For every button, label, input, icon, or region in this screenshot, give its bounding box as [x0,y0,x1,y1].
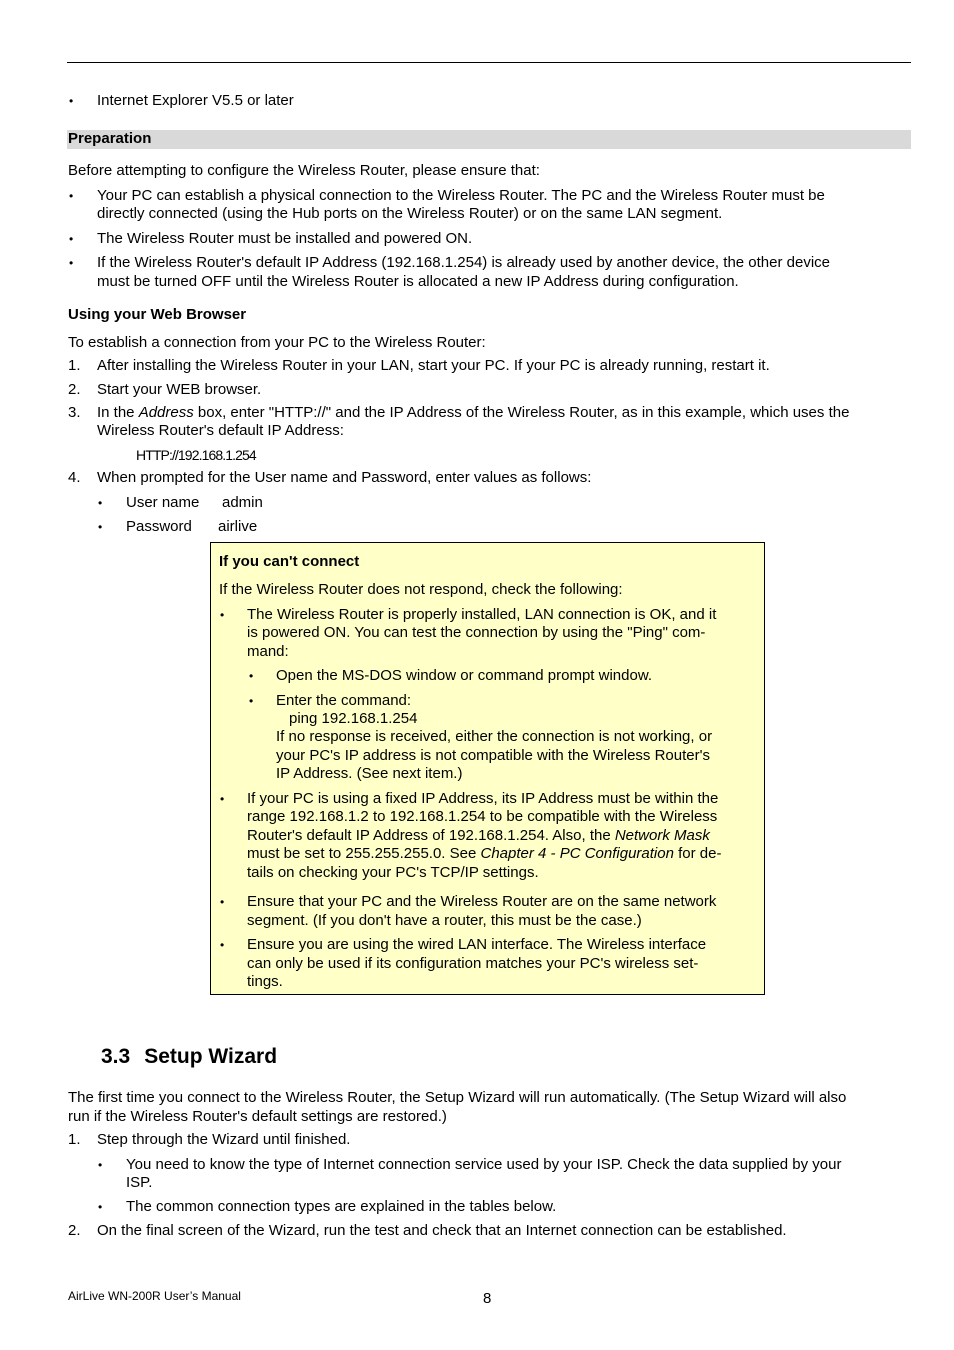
web-browser-heading: Using your Web Browser [68,306,247,323]
note-sub-2-line-3: If no response is received, either the connection is not working, or [276,728,713,745]
prep-bullet-3-line-1: If the Wireless Router's default IP Address (192.168.1.254) is already used by another device, the other device [97,254,831,271]
bullet: • [249,694,254,708]
preparation-intro: Before attempting to configure the Wireless Router, please ensure that: [68,162,540,179]
section-title-text: Setup Wizard [144,1045,278,1068]
step-number: 3. [68,404,81,421]
step-4-text: When prompted for the User name and Password, enter values as follows: [97,469,592,486]
note-sub-2-line-4: your PC's IP address is not compatible with the Wireless Router's [276,747,710,764]
prep-bullet-2: The Wireless Router must be installed and powered ON. [97,230,473,247]
wizard-intro-line-1: The first time you connect to the Wireless Router, the Setup Wizard will run automatically. (The Setup Wizard will also [68,1089,847,1106]
web-browser-intro: To establish a connection from your PC to the Wireless Router: [68,334,486,351]
note-b3-line-1: Ensure that your PC and the Wireless Router are on the same network [247,893,717,910]
header-rule [67,62,911,63]
step-number: 1. [68,1131,81,1148]
wizard-bullet-1-line-1: You need to know the type of Internet connection service used by your ISP. Check the data supplied by your [126,1156,842,1173]
bullet: • [98,1158,103,1172]
step-number: 4. [68,469,81,486]
step-2-text: Start your WEB browser. [97,381,262,398]
wizard-bullet-2: The common connection types are explained in the tables below. [126,1198,557,1215]
note-b4-line-1: Ensure you are using the wired LAN interface. The Wireless interface [247,936,707,953]
credential-label: Password [126,518,192,535]
preparation-heading: Preparation [68,130,152,147]
note-b2-line-5: tails on checking your PC's TCP/IP settings. [247,864,539,881]
footer-manual-title: AirLive WN-200R User’s Manual [68,1289,241,1303]
note-b1-line-2: is powered ON. You can test the connection by using the "Ping" com- [247,624,706,641]
page-number: 8 [483,1290,492,1307]
note-b2-line-3: Router's default IP Address of 192.168.1.254. Also, the Network Mask [247,827,710,844]
note-b4-line-2: can only be used if its configuration matches your PC's wireless set- [247,955,699,972]
prep-bullet-1-line-2: directly connected (using the Hub ports on the Wireless Router) or on the same LAN segment. [97,205,723,222]
credential-value: airlive [218,518,258,535]
bullet: • [69,94,74,108]
browser-requirement: Internet Explorer V5.5 or later [97,92,294,109]
note-sub-2-line-1: Enter the command: [276,692,412,709]
bullet: • [98,1200,103,1214]
address-term: Address [138,404,194,421]
note-b4-line-3: tings. [247,973,283,990]
note-b1-line-3: mand: [247,643,289,660]
bullet: • [69,232,74,246]
troubleshooting-note [210,542,765,995]
bullet: • [220,792,225,806]
chapter-reference: Chapter 4 - PC Configuration [480,845,674,862]
note-b2-line-1: If your PC is using a fixed IP Address, its IP Address must be within the [247,790,719,807]
note-b1-line-1: The Wireless Router is properly installed, LAN connection is OK, and it [247,606,717,623]
wizard-step-1: Step through the Wizard until finished. [97,1131,351,1148]
wizard-step-2: On the final screen of the Wizard, run the test and check that an Internet connection can be established. [97,1222,787,1239]
section-heading-bar [67,130,911,149]
credential-value: admin [222,494,263,511]
bullet: • [69,189,74,203]
wizard-intro-line-2: run if the Wireless Router's default settings are restored.) [68,1108,447,1125]
bullet: • [220,895,225,909]
url-example: HTTP://192.168.1.254 [136,447,256,463]
credential-label: User name [126,494,200,511]
note-b3-line-2: segment. (If you don't have a router, this must be the case.) [247,912,642,929]
step-number: 1. [68,357,81,374]
note-b2-line-4: must be set to 255.255.255.0. See Chapter 4 - PC Configuration for de- [247,845,722,862]
bullet: • [220,608,225,622]
note-sub-1: Open the MS-DOS window or command prompt window. [276,667,652,684]
prep-bullet-3-line-2: must be turned OFF until the Wireless Router is allocated a new IP Address during configuration. [97,273,739,290]
step-number: 2. [68,1222,81,1239]
step-3-line-1: In the Address box, enter "HTTP://" and the IP Address of the Wireless Router, as in this example, which uses the [97,404,850,421]
bullet: • [98,496,103,510]
wizard-bullet-1-line-2: ISP. [126,1174,153,1191]
note-sub-2-line-5: IP Address. (See next item.) [276,765,463,782]
ping-command: ping 192.168.1.254 [289,710,418,727]
step-3-line-2: Wireless Router's default IP Address: [97,422,344,439]
step-number: 2. [68,381,81,398]
step-1-text: After installing the Wireless Router in your LAN, start your PC. If your PC is already running, restart it. [97,357,770,374]
bullet: • [98,520,103,534]
prep-bullet-1-line-1: Your PC can establish a physical connection to the Wireless Router. The PC and the Wireless Router must be [97,187,825,204]
note-b2-line-2: range 192.168.1.2 to 192.168.1.254 to be compatible with the Wireless [247,808,718,825]
bullet: • [220,938,225,952]
section-number: 3.3 [101,1045,131,1068]
bullet: • [69,256,74,270]
bullet: • [249,669,254,683]
section-title [101,1043,277,1071]
note-title: If you can't connect [219,553,360,570]
network-mask-term: Network Mask [614,827,710,844]
note-intro: If the Wireless Router does not respond, check the following: [219,581,623,598]
